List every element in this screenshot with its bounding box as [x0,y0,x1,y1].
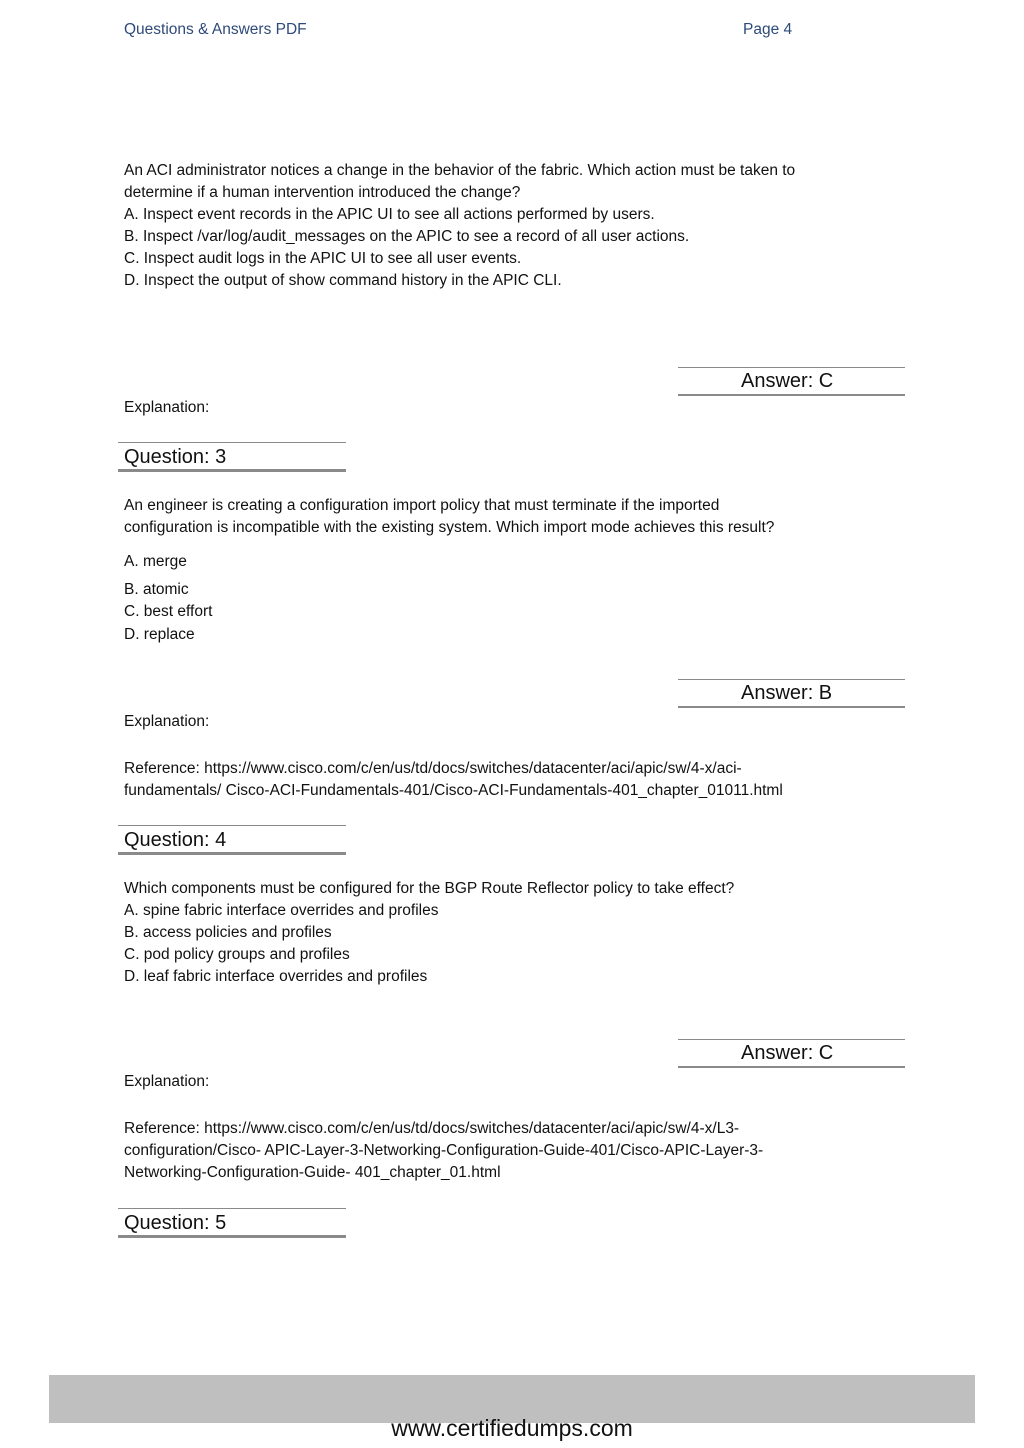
reference-line: configuration/Cisco- APIC-Layer-3-Networking-Configuration-Guide-401/Cisco-APIC-Layer-3- [124,1142,764,1159]
reference-line: Reference: https://www.cisco.com/c/en/us/td/docs/switches/datacenter/aci/apic/sw/4-x/L3- [124,1120,740,1137]
question-heading-box [118,825,346,855]
question-text-line: Which components must be configured for the BGP Route Reflector policy to take effect? [124,880,735,897]
question-text-line: An engineer is creating a configuration import policy that must terminate if the imported [124,497,720,514]
option-c: C. pod policy groups and profiles [124,946,350,963]
option-b: B. Inspect /var/log/audit_messages on the APIC to see a record of all user actions. [124,228,690,245]
option-c: C. Inspect audit logs in the APIC UI to see all user events. [124,250,522,267]
explanation-label: Explanation: [124,1073,210,1090]
question-heading: Question: 3 [124,446,227,468]
answer-box [678,1039,905,1068]
reference-line: fundamentals/ Cisco-ACI-Fundamentals-401/Cisco-ACI-Fundamentals-401_chapter_01011.html [124,782,783,799]
option-d: D. replace [124,626,195,643]
question-heading: Question: 4 [124,829,227,851]
explanation-label: Explanation: [124,713,210,730]
option-d: D. leaf fabric interface overrides and profiles [124,968,428,985]
page-number: Page 4 [743,21,793,38]
option-a: A. Inspect event records in the APIC UI to see all actions performed by users. [124,206,655,223]
option-a: A. spine fabric interface overrides and profiles [124,902,439,919]
option-b: B. atomic [124,581,189,598]
reference-line: Networking-Configuration-Guide- 401_chapter_01.html [124,1164,501,1181]
document-header-title: Questions & Answers PDF [124,21,307,38]
option-a: A. merge [124,553,187,570]
reference-line: Reference: https://www.cisco.com/c/en/us/td/docs/switches/datacenter/aci/apic/sw/4-x/aci- [124,760,742,777]
question-text-line: determine if a human intervention introduced the change? [124,184,521,201]
explanation-label: Explanation: [124,399,210,416]
question-heading-box [118,442,346,472]
answer-label: Answer: C [741,1042,834,1064]
question-text-line: configuration is incompatible with the existing system. Which import mode achieves this result? [124,519,775,536]
question-heading-box [118,1208,346,1238]
footer-url[interactable]: www.certifiedumps.com [391,1415,633,1441]
question-text-line: An ACI administrator notices a change in the behavior of the fabric. Which action must be taken to [124,162,796,179]
option-d: D. Inspect the output of show command history in the APIC CLI. [124,272,562,289]
option-b: B. access policies and profiles [124,924,332,941]
answer-box [678,367,905,396]
option-c: C. best effort [124,603,213,620]
answer-label: Answer: B [741,682,833,704]
answer-box [678,679,905,708]
answer-label: Answer: C [741,370,834,392]
question-heading: Question: 5 [124,1212,227,1234]
